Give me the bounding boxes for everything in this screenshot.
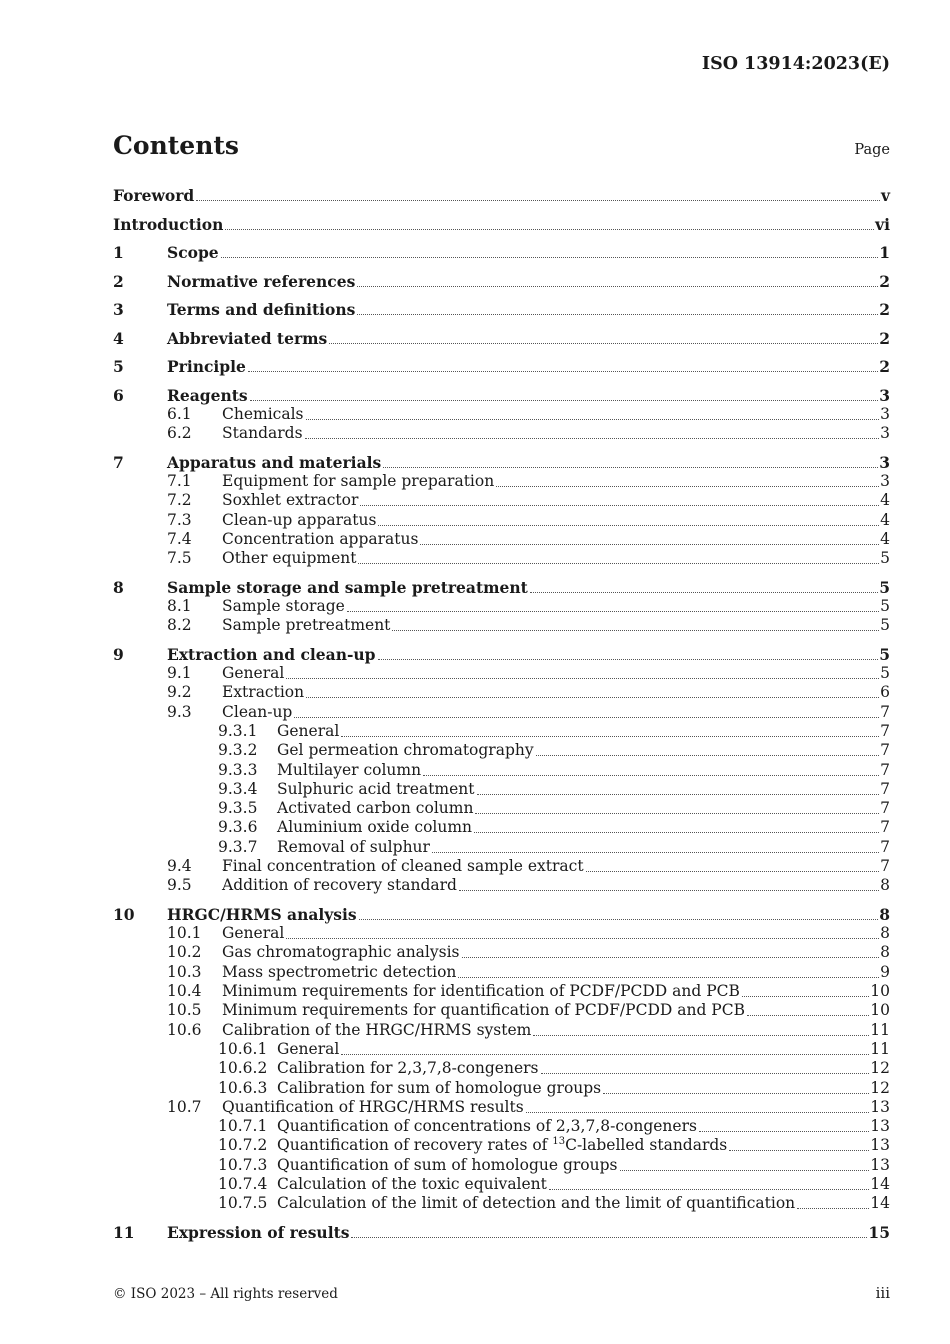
toc-entry-page: 8 [880, 924, 890, 943]
dot-leader [475, 813, 879, 814]
toc-entry-title: Scope [167, 243, 219, 263]
toc-entry-number: 10.6.2 [218, 1059, 268, 1078]
toc-entry-number: 10.4 [167, 982, 202, 1001]
toc-entry-page: 7 [880, 799, 890, 818]
toc-entry-number: 9.1 [167, 664, 192, 683]
toc-entry[interactable] [113, 779, 890, 798]
dot-leader [250, 400, 879, 401]
dot-leader [360, 505, 879, 506]
toc-entry-title: Abbreviated terms [167, 328, 328, 348]
toc-entry[interactable] [113, 961, 890, 980]
dot-leader [474, 832, 879, 833]
toc-entry-number: 10.7.2 [218, 1136, 268, 1155]
toc-entry-number: 7.4 [167, 529, 192, 548]
toc-entry-number: 7.1 [167, 472, 192, 491]
toc-entry[interactable] [113, 798, 890, 817]
dot-leader [603, 1093, 869, 1094]
toc-entry[interactable] [113, 904, 890, 923]
dot-leader [586, 871, 880, 872]
toc-entry-title: Extraction [222, 683, 305, 702]
toc-entry-number: 7 [113, 452, 124, 472]
toc-entry-page: 5 [880, 597, 890, 616]
toc-entry-title: Quantification of HRGC/HRMS results [222, 1097, 524, 1116]
toc-entry[interactable] [113, 185, 890, 204]
toc-entry-number: 11 [113, 1222, 135, 1242]
toc-entry-page: 5 [880, 616, 890, 635]
toc-entry-title: Calculation of the toxic equivalent [277, 1175, 547, 1194]
dot-leader [306, 419, 880, 420]
toc-entry-title: Calibration for 2,3,7,8-congeners [277, 1059, 539, 1078]
dot-leader [549, 1189, 869, 1190]
toc-entry-page: 5 [879, 644, 890, 664]
toc-entry-title: HRGC/HRMS analysis [167, 904, 357, 924]
toc-entry-page: 1 [879, 243, 890, 263]
toc-entry-title: Gel permeation chromatography [277, 741, 534, 760]
toc-entry-page: 7 [880, 702, 890, 721]
toc-entry[interactable] [113, 740, 890, 759]
dot-leader [329, 343, 878, 344]
toc-entry-page: 5 [880, 664, 890, 683]
dot-leader [378, 659, 879, 660]
toc-entry-title: Activated carbon column [277, 799, 474, 818]
toc-entry-page: 7 [880, 741, 890, 760]
toc-entry-page: 3 [879, 385, 890, 405]
toc-entry-title: Calibration of the HRGC/HRMS system [222, 1020, 532, 1039]
page-number: iii [875, 1284, 890, 1302]
toc-entry-number: 10.6.1 [218, 1039, 268, 1058]
dot-leader [378, 525, 879, 526]
dot-leader [477, 794, 880, 795]
toc-entry[interactable] [113, 242, 890, 261]
document-id: ISO 13914:2023(E) [701, 54, 890, 74]
toc-entry-title: Foreword [113, 186, 195, 206]
toc-entry-title: Final concentration of cleaned sample extract [222, 857, 584, 876]
toc-entry-page: 11 [870, 1039, 890, 1058]
toc-entry-number: 3 [113, 300, 124, 320]
toc-entry-number: 9.3.6 [218, 818, 258, 837]
dot-leader [359, 919, 879, 920]
toc-entry[interactable] [113, 270, 890, 289]
toc-entry-title: Reagents [167, 385, 248, 405]
toc-entry-title: Chemicals [222, 404, 304, 423]
dot-leader [392, 630, 879, 631]
toc-entry-number: 10.7 [167, 1097, 202, 1116]
toc-entry-title [277, 1137, 727, 1154]
toc-entry[interactable] [113, 1135, 890, 1154]
toc-entry-title: Concentration apparatus [222, 529, 419, 548]
dot-leader [699, 1131, 869, 1132]
toc-entry-title: Removal of sulphur [277, 837, 430, 856]
dot-leader [420, 544, 879, 545]
toc-entry[interactable] [113, 596, 890, 615]
toc-entry-title: Sample storage [222, 597, 345, 616]
toc-entry-page: 7 [880, 760, 890, 779]
toc-entry[interactable] [113, 1116, 890, 1135]
toc-entry-page: 13 [870, 1136, 890, 1155]
toc-entry-number: 7.3 [167, 510, 192, 529]
toc-entry-page: v [880, 186, 890, 206]
page-column-label: Page [854, 142, 890, 158]
toc-entry-page: 4 [880, 529, 890, 548]
toc-entry-title: Extraction and clean-up [167, 644, 376, 664]
dot-leader [383, 467, 878, 468]
toc-entry[interactable] [113, 404, 890, 423]
toc-entry-title: Introduction [113, 214, 224, 234]
dot-leader [351, 1237, 867, 1238]
dot-leader [286, 678, 879, 679]
dot-leader [347, 611, 879, 612]
toc-entry[interactable] [113, 701, 890, 720]
toc-entry[interactable] [113, 1154, 890, 1173]
dot-leader [541, 1073, 870, 1074]
toc-entry[interactable] [113, 1097, 890, 1116]
toc-entry-page: vi [875, 214, 890, 234]
toc-entry-page: 2 [879, 271, 890, 291]
dot-leader [533, 1035, 869, 1036]
toc-entry-title: Principle [167, 357, 246, 377]
toc-entry-title: Equipment for sample preparation [222, 472, 495, 491]
dot-leader [306, 697, 879, 698]
toc-entry[interactable] [113, 1019, 890, 1038]
toc-entry-number: 8.2 [167, 616, 192, 635]
toc-entry-number: 4 [113, 328, 124, 348]
dot-leader [459, 890, 879, 891]
dot-leader [294, 717, 879, 718]
dot-leader [305, 438, 880, 439]
toc-entry[interactable] [113, 923, 890, 942]
toc-entry-page: 4 [880, 491, 890, 510]
toc-entry[interactable] [113, 1193, 890, 1212]
copyright-notice: © ISO 2023 – All rights reserved [113, 1286, 338, 1302]
toc-entry-title: Clean-up apparatus [222, 510, 377, 529]
dot-leader [496, 486, 879, 487]
toc-entry-number: 9.3.1 [218, 722, 258, 740]
toc-entry-number: 10.7.3 [218, 1155, 268, 1174]
toc-entry-number: 7.5 [167, 549, 192, 568]
dot-leader [432, 852, 879, 853]
toc-entry-page: 3 [880, 472, 890, 491]
toc-entry-title: Apparatus and materials [167, 452, 382, 472]
toc-entry-number: 10.7.4 [218, 1175, 268, 1194]
toc-entry-page: 7 [880, 857, 890, 876]
toc-entry-number: 10.5 [167, 1001, 202, 1020]
toc-entry-title: Calibration for sum of homologue groups [277, 1078, 602, 1097]
toc-entry[interactable] [113, 509, 890, 528]
toc-entry[interactable] [113, 356, 890, 375]
toc-entry-title: General [222, 924, 285, 943]
toc-entry[interactable] [113, 576, 890, 595]
toc-entry-number: 10 [113, 904, 135, 924]
toc-entry[interactable] [113, 836, 890, 855]
toc-entry-page: 15 [868, 1222, 890, 1242]
dot-leader [536, 755, 880, 756]
toc-entry-number: 5 [113, 357, 124, 377]
toc-entry-page: 4 [880, 510, 890, 529]
toc-entry-number: 10.2 [167, 943, 202, 962]
toc-entry[interactable] [113, 644, 890, 663]
toc-entry-title: Quantification of sum of homologue groups [277, 1155, 618, 1174]
dot-leader [797, 1208, 869, 1209]
toc-entry[interactable] [113, 529, 890, 548]
toc-entry-page: 10 [870, 1001, 890, 1020]
toc-entry-page: 12 [870, 1059, 890, 1078]
toc-entry-number: 6.2 [167, 424, 192, 443]
toc-entry-title: Gas chromatographic analysis [222, 943, 460, 962]
dot-leader [221, 257, 879, 258]
toc-entry-page: 9 [880, 962, 890, 981]
toc-entry-title: Other equipment [222, 549, 357, 568]
toc-entry-title: Sample pretreatment [222, 616, 391, 635]
toc-entry-title: Soxhlet extractor [222, 491, 359, 510]
toc-entry-title: Mass spectrometric detection [222, 962, 457, 981]
dot-leader [196, 200, 880, 201]
toc-entry-number: 10.3 [167, 962, 202, 981]
toc-entry-number: 9.2 [167, 683, 192, 702]
toc-entry-title: Aluminium oxide column [277, 818, 473, 837]
toc-entry-title-part: C-labelled standards [565, 1136, 728, 1155]
dot-leader [620, 1170, 870, 1171]
toc-entry-page: 13 [870, 1097, 890, 1116]
toc-entry[interactable] [113, 1077, 890, 1096]
toc-entry-number: 9.3 [167, 702, 192, 721]
toc-entry-title: Terms and definitions [167, 300, 356, 320]
toc-entry-number: 9.5 [167, 876, 192, 895]
dot-leader [248, 371, 878, 372]
toc-entry-page: 3 [879, 452, 890, 472]
dot-leader [423, 775, 879, 776]
toc-entry[interactable] [113, 721, 890, 740]
dot-leader [458, 977, 879, 978]
toc-entry-number: 9 [113, 644, 124, 664]
toc-entry-page: 8 [880, 943, 890, 962]
toc-entry-page: 2 [879, 328, 890, 348]
toc-entry-title: Sample storage and sample pretreatment [167, 577, 528, 597]
toc-entry-page: 5 [879, 577, 890, 597]
toc-entry-title: Minimum requirements for quantification of PCDF/PCDD and PCB [222, 1001, 745, 1020]
toc-entry[interactable] [113, 451, 890, 470]
toc-entry-title: General [277, 722, 340, 740]
toc-entry-title: Multilayer column [277, 760, 422, 779]
toc-entry[interactable] [113, 615, 890, 634]
toc-entry-title: General [277, 1039, 340, 1058]
toc-entry-title: Addition of recovery standard [222, 876, 457, 895]
toc-entry-title: Expression of results [167, 1222, 350, 1242]
dot-leader [358, 563, 879, 564]
dot-leader [357, 314, 878, 315]
toc-entry-number: 9.3.5 [218, 799, 258, 818]
toc-entry-title: Quantification of concentrations of 2,3,7,8-congeners [277, 1117, 697, 1136]
toc-entry-number: 1 [113, 243, 124, 263]
toc-entry-number: 8.1 [167, 597, 192, 616]
toc-entry-page: 13 [870, 1155, 890, 1174]
dot-leader [341, 1054, 869, 1055]
dot-leader [526, 1112, 870, 1113]
toc-entry-number: 10.7.5 [218, 1194, 268, 1213]
toc-entry-number: 10.6.3 [218, 1078, 268, 1097]
toc-entry-page: 12 [870, 1078, 890, 1097]
toc-entry[interactable] [113, 1174, 890, 1193]
toc-entry-number: 10.1 [167, 924, 202, 943]
toc-entry-page: 2 [879, 357, 890, 377]
dot-leader [729, 1150, 869, 1151]
dot-leader [286, 938, 879, 939]
toc-entry-page: 7 [880, 837, 890, 856]
toc-entry[interactable] [113, 1000, 890, 1019]
dot-leader [341, 736, 879, 737]
toc-entry-page: 5 [880, 549, 890, 568]
toc-entry[interactable] [113, 759, 890, 778]
toc-entry-number: 10.6 [167, 1020, 202, 1039]
toc-entry-number: 8 [113, 577, 124, 597]
toc-entry[interactable] [113, 299, 890, 318]
dot-leader [225, 229, 874, 230]
toc-entry-page: 7 [880, 818, 890, 837]
toc-entry[interactable] [113, 384, 890, 403]
dot-leader [357, 286, 878, 287]
toc-entry-title: Minimum requirements for identification of PCDF/PCDD and PCB [222, 982, 740, 1001]
toc-entry-page: 11 [870, 1020, 890, 1039]
toc-entry[interactable] [113, 1222, 890, 1241]
toc-entry-number: 9.3.4 [218, 779, 258, 798]
toc-entry-title: General [222, 664, 285, 683]
toc-entry-title: Sulphuric acid treatment [277, 779, 475, 798]
toc-entry[interactable] [113, 327, 890, 346]
toc-entry[interactable] [113, 942, 890, 961]
toc-entry-title: Calculation of the limit of detection and the limit of quantification [277, 1194, 796, 1213]
dot-leader [742, 996, 869, 997]
toc-entry-number: 6 [113, 385, 124, 405]
toc-entry-number: 6.1 [167, 404, 192, 423]
toc-entry-title: Standards [222, 424, 303, 443]
toc-entry[interactable] [113, 1039, 890, 1058]
toc-entry-number: 9.3.2 [218, 741, 258, 760]
toc-entry-number: 9.4 [167, 857, 192, 876]
contents-heading: Contents [113, 131, 240, 160]
toc-entry-page: 2 [879, 300, 890, 320]
toc-entry-page: 8 [879, 904, 890, 924]
toc-entry-page: 7 [880, 722, 890, 740]
dot-leader [530, 592, 878, 593]
toc-entry[interactable] [113, 817, 890, 836]
toc-entry-page: 14 [870, 1175, 890, 1194]
toc-entry-page: 14 [870, 1194, 890, 1213]
toc-entry-number: 7.2 [167, 491, 192, 510]
dot-leader [462, 957, 880, 958]
toc-entry[interactable] [113, 663, 890, 682]
toc-entry-page: 3 [880, 424, 890, 443]
toc-entry[interactable] [113, 875, 890, 894]
toc-entry-number: 10.7.1 [218, 1117, 268, 1136]
toc-entry-page: 7 [880, 779, 890, 798]
toc-entry[interactable] [113, 471, 890, 490]
toc-entry[interactable] [113, 548, 890, 567]
toc-entry-page: 6 [880, 683, 890, 702]
toc-entry[interactable] [113, 213, 890, 232]
table-of-contents [113, 185, 890, 1241]
toc-entry-title: Normative references [167, 271, 356, 291]
toc-entry-title-part: Quantification of recovery rates of [277, 1136, 553, 1155]
toc-entry-title: Clean-up [222, 702, 293, 721]
toc-entry-page: 10 [870, 982, 890, 1001]
toc-entry-page: 13 [870, 1117, 890, 1136]
dot-leader [747, 1015, 869, 1016]
toc-entry[interactable] [113, 856, 890, 875]
toc-entry[interactable] [113, 981, 890, 1000]
toc-entry-number: 9.3.3 [218, 760, 258, 779]
toc-entry[interactable] [113, 423, 890, 442]
toc-entry-page: 3 [880, 404, 890, 423]
toc-entry-number: 9.3.7 [218, 837, 258, 856]
toc-entry[interactable] [113, 490, 890, 509]
toc-entry-page: 8 [880, 876, 890, 895]
toc-entry[interactable] [113, 682, 890, 701]
superscript: 13 [552, 1136, 566, 1148]
toc-entry[interactable] [113, 1058, 890, 1077]
toc-entry-number: 2 [113, 271, 124, 291]
